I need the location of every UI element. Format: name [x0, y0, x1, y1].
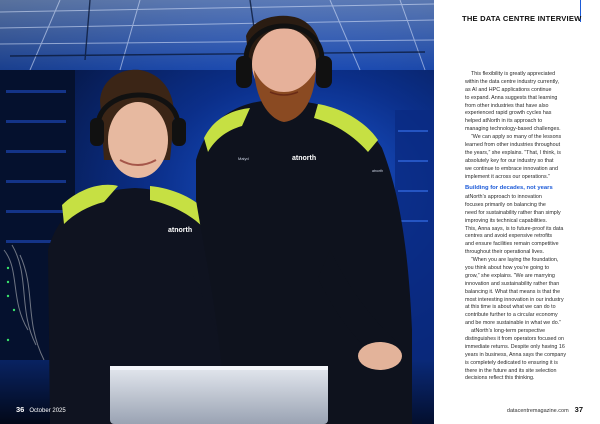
text-line: most interesting innovation in our industry	[465, 296, 564, 303]
laptop	[110, 366, 328, 424]
article-column	[434, 0, 600, 424]
text-line: immediate returns. Despite only having 16	[465, 343, 565, 350]
text-line: This, Anna says, is to future-proof its data	[465, 225, 564, 232]
text-line: and ensure facilities remain competitive	[465, 241, 559, 248]
text-line: experienced rapid growth cycles has	[465, 110, 552, 117]
text-line: contribute further to a circular economy	[465, 312, 558, 319]
text-line: managing technology-based challenges.	[465, 126, 561, 133]
issue-date: October 2025	[29, 408, 66, 414]
left-page-footer	[16, 405, 66, 414]
text-line: there in the future and its site selection	[465, 367, 557, 374]
paragraph-2	[465, 194, 589, 383]
text-line: This flexibility is greatly appreciated	[471, 71, 556, 77]
article-body	[465, 71, 589, 383]
text-line: and be more sustainable in what we do.”	[465, 320, 561, 327]
shirt-logo-right: atnorth	[292, 155, 317, 162]
text-line: improving its technical capabilities.	[465, 217, 547, 224]
text-line: years in business, Anna says the company	[465, 351, 566, 358]
right-page-footer	[507, 405, 583, 414]
name-badge: Maiyd	[238, 156, 249, 161]
text-line: absolutely key for our industry so that	[465, 157, 554, 164]
paragraph-1	[465, 71, 589, 181]
text-line: atNorth’s long-term perspective	[471, 328, 546, 335]
text-line: is completely dedicated to ensuring it is	[465, 359, 558, 366]
person-right	[196, 16, 412, 424]
text-line: learned from other industries throughout	[465, 142, 561, 149]
text-line: to expand. Anna suggests that learning	[465, 94, 558, 101]
text-line: from other industries that have also	[465, 102, 549, 109]
sleeve-logo: atnorth	[372, 169, 383, 173]
section-header: THE DATA CENTRE INTERVIEW	[462, 14, 582, 23]
subheading: Building for decades, not years	[465, 185, 553, 192]
text-line: throughout their operational lives.	[465, 249, 545, 256]
left-page-number: 36	[16, 405, 25, 414]
right-page-number: 37	[574, 405, 583, 414]
text-line: centres and avoid expensive retrofits	[465, 233, 553, 240]
website-url: datacentremagazine.com	[506, 408, 569, 414]
text-line: grow,” she explains. “We are marrying	[465, 272, 555, 279]
text-line: focuses primarily on balancing the	[465, 201, 546, 208]
text-line: we continue to embrace innovation and	[465, 165, 558, 172]
text-line: the years,” she explains. “That, I think, is	[465, 149, 561, 156]
text-line: implement it across our operations.”	[465, 173, 550, 180]
text-line: within the data centre industry currently,	[465, 78, 560, 85]
text-line: helped atNorth in its approach to	[465, 118, 543, 125]
text-line: at this time is about what we can do to	[465, 304, 556, 311]
text-line: innovation and sustainability rather than	[465, 280, 560, 287]
text-line: you think about how you’re going to	[465, 264, 550, 271]
text-line: balancing it. What that means is that the	[465, 288, 561, 295]
text-line: “When you are laying the foundation,	[471, 257, 559, 264]
text-line: atNorth’s approach to innovation	[465, 193, 542, 200]
text-line: distinguishes it from operators focused on	[465, 336, 564, 342]
text-line: “We can apply so many of the lessons	[471, 134, 562, 141]
shirt-logo-left: atnorth	[168, 227, 193, 234]
text-line: decisions reflect this thinking.	[465, 375, 535, 382]
text-line: need for sustainability rather than simply	[465, 209, 561, 216]
text-line: as AI and HPC applications continue	[465, 86, 552, 93]
